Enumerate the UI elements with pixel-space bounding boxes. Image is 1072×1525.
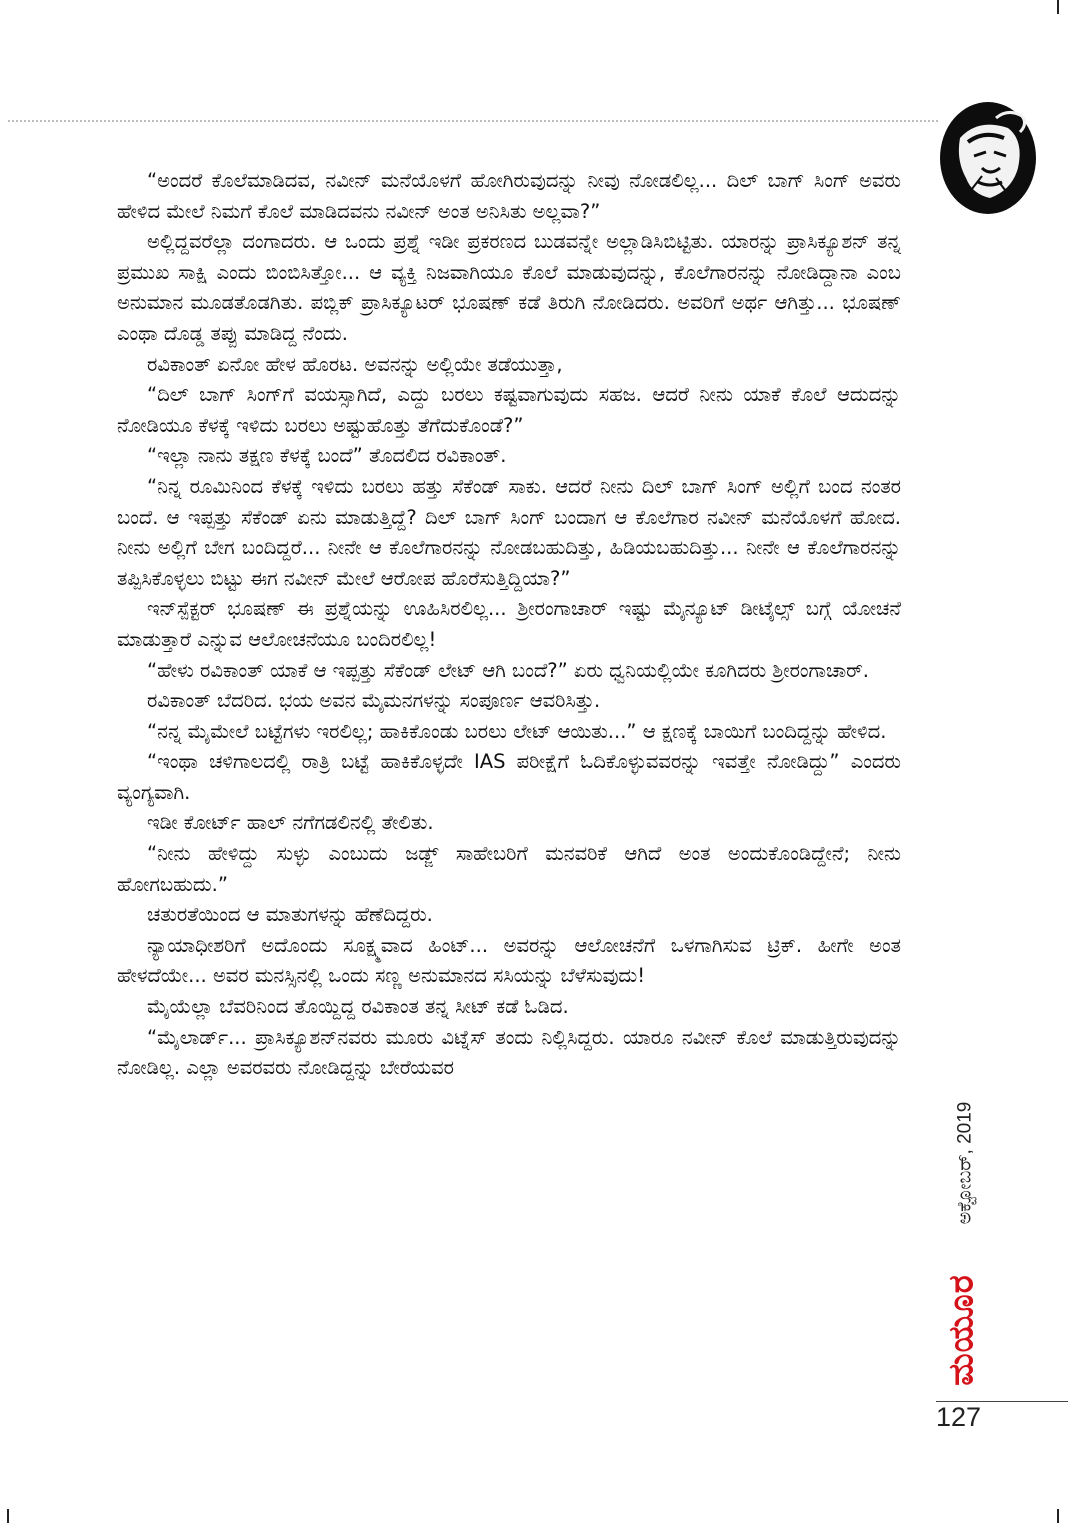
paragraph: “ನೀನು ಹೇಳಿದ್ದು ಸುಳ್ಳು ಎಂಬುದು ಜಡ್ಜ್ ಸಾಹೇಬರಿಗೆ ಮನವರಿಕೆ ಆಗಿದೆ ಅಂತ ಅಂದುಕೊಂಡಿದ್ದೇನೆ; ನೀನು ಹೋಗಬಹುದು.”	[117, 842, 901, 896]
paragraph: ನ್ಯಾಯಾಧೀಶರಿಗೆ ಅದೊಂದು ಸೂಕ್ಷ್ಮವಾದ ಹಿಂಟ್... ಅವರನ್ನು ಆಲೋಚನೆಗೆ ಒಳಗಾಗಿಸುವ ಟ್ರಿಕ್. ಹೀಗೇ ಅಂತ ಹೇಳದೆಯೇ... ಅವರ ಮನಸ್ಸಿನಲ್ಲಿ ಒಂದು ಸಣ್ಣ ಅನುಮಾನದ ಸಸಿಯನ್ನು ಬೆಳೆಸುವುದು!	[117, 933, 901, 988]
paragraph: “ದಿಲ್ ಬಾಗ್ ಸಿಂಗ್‌ಗೆ ವಯಸ್ಸಾಗಿದೆ, ಎದ್ದು ಬರಲು ಕಷ್ಟವಾಗುವುದು ಸಹಜ. ಆದರೆ ನೀನು ಯಾಕೆ ಕೊಲೆ ಆದುದನ್ನು ನೋಡಿಯೂ ಕೆಳಕ್ಕೆ ಇಳಿದು ಬರಲು ಅಷ್ಟುಹೊತ್ತು ತೆಗೆದುಕೊಂಡೆ?”	[117, 383, 901, 437]
paragraph: ಇಡೀ ಕೋರ್ಟ್ ಹಾಲ್ ನಗೆಗಡಲಿನಲ್ಲಿ ತೇಲಿತು.	[147, 811, 434, 835]
paragraph: ಅಲ್ಲಿದ್ದವರೆಲ್ಲಾ ದಂಗಾದರು. ಆ ಒಂದು ಪ್ರಶ್ನೆ ಇಡೀ ಪ್ರಕರಣದ ಬುಡವನ್ನೇ ಅಲ್ಲಾಡಿಸಿಬಿಟ್ಟಿತು. ಯಾರನ್ನು ಪ್ರಾಸಿಕ್ಯೂಶನ್ ತನ್ನ ಪ್ರಮುಖ ಸಾಕ್ಷಿ ಎಂದು ಬಿಂಬಿಸಿತ್ತೋ... ಆ ವ್ಯಕ್ತಿ ನಿಜವಾಗಿಯೂ ಕೊಲೆ ಮಾಡುವುದನ್ನು, ಕೊಲೆಗಾರನನ್ನು ನೋಡಿದ್ದಾನಾ ಎಂಬ ಅನುಮಾನ ಮೂಡತೊಡಗಿತು. ಪಬ್ಲಿಕ್ ಪ್ರಾಸಿಕ್ಯೂಟರ್ ಭೂಷಣ್ ಕಡೆ ತಿರುಗಿ ನೋಡಿದರು. ಅವರಿಗೆ ಅರ್ಥ ಆಗಿತ್ತು... ಭೂಷಣ್ ಎಂಥಾ ದೊಡ್ಡ ತಪ್ಪು ಮಾಡಿದ್ದ ನೆಂದು.	[117, 230, 901, 345]
issue-date: ಅಕ್ಟೋಬರ್, 2019	[954, 1101, 976, 1225]
paragraph: “ಮೈಲಾರ್ಡ್... ಪ್ರಾಸಿಕ್ಯೂಶನ್‌ನವರು ಮೂರು ವಿಟ್ನೆಸ್ ತಂದು ನಿಲ್ಲಿಸಿದ್ದರು. ಯಾರೂ ನವೀನ್ ಕೊಲೆ ಮಾಡುತ್ತಿರುವುದನ್ನು ನೋಡಿಲ್ಲ. ಎಲ್ಲಾ ಅವರವರು ನೋಡಿದ್ದನ್ನು ಬೇರೆಯವರ	[117, 1025, 901, 1080]
magazine-logo: ಮಯೂರ	[942, 1274, 982, 1386]
paragraph: “ನನ್ನ ಮೈಮೇಲೆ ಬಟ್ಟೆಗಳು ಇರಲಿಲ್ಲ; ಹಾಕಿಕೊಂಡು ಬರಲು ಲೇಟ್ ಆಯಿತು...” ಆ ಕ್ಷಣಕ್ಕೆ ಬಾಯಿಗೆ ಬಂದಿದ್ದನ್ನು ಹೇಳಿದ.	[147, 719, 887, 743]
paragraph: “ಇಲ್ಲಾ ನಾನು ತಕ್ಷಣ ಕೆಳಕ್ಕೆ ಬಂದೆ” ತೊದಲಿದ ರವಿಕಾಂತ್.	[147, 444, 507, 468]
paragraph: ಇನ್‌ಸ್ಪೆಕ್ಟರ್ ಭೂಷಣ್ ಈ ಪ್ರಶ್ನೆಯನ್ನು ಊಹಿಸಿರಲಿಲ್ಲ... ಶ್ರೀರಂಗಾಚಾರ್ ಇಷ್ಟು ಮೈನ್ಯೂಟ್ ಡೀಟೈಲ್ಸ್ ಬಗ್ಗೆ ಯೋಚನೆ ಮಾಡುತ್ತಾರೆ ಎನ್ನುವ ಆಲೋಚನೆಯೂ ಬಂದಿರಲಿಲ್ಲ!	[117, 597, 901, 651]
paragraph: “ಅಂದರೆ ಕೊಲೆಮಾಡಿದವ, ನವೀನ್ ಮನೆಯೊಳಗೆ ಹೋಗಿರುವುದನ್ನು ನೀವು ನೋಡಲಿಲ್ಲ... ದಿಲ್ ಬಾಗ್ ಸಿಂಗ್ ಅವರು ಹೇಳಿದ ಮೇಲೆ ನಿಮಗೆ ಕೊಲೆ ಮಾಡಿದವನು ನವೀನ್ ಅಂತ ಅನಿಸಿತು ಅಲ್ಲವಾ?”	[117, 169, 901, 223]
paragraph: “ಹೇಳು ರವಿಕಾಂತ್ ಯಾಕೆ ಆ ಇಪ್ಪತ್ತು ಸೆಕೆಂಡ್ ಲೇಟ್ ಆಗಿ ಬಂದೆ?” ಏರು ಧ್ವನಿಯಲ್ಲಿಯೇ ಕೂಗಿದರು ಶ್ರೀರಂಗಾಚಾರ್.	[147, 658, 869, 682]
crop-mark-top	[1057, 0, 1059, 14]
page-number: 127	[936, 1402, 982, 1432]
paragraph: “ನಿನ್ನ ರೂಮಿನಿಂದ ಕೆಳಕ್ಕೆ ಇಳಿದು ಬರಲು ಹತ್ತು ಸೆಕೆಂಡ್ ಸಾಕು. ಆದರೆ ನೀನು ದಿಲ್ ಬಾಗ್ ಸಿಂಗ್ ಅಲ್ಲಿಗೆ ಬಂದ ನಂತರ ಬಂದೆ. ಆ ಇಪ್ಪತ್ತು ಸೆಕೆಂಡ್ ಏನು ಮಾಡುತ್ತಿದ್ದೆ? ದಿಲ್ ಬಾಗ್ ಸಿಂಗ್ ಬಂದಾಗ ಆ ಕೊಲೆಗಾರ ನವೀನ್ ಮನೆಯೊಳಗೆ ಹೋದ. ನೀನು ಅಲ್ಲಿಗೆ ಬೇಗ ಬಂದಿದ್ದರೆ... ನೀನೇ ಆ ಕೊಲೆಗಾರನನ್ನು ನೋಡಬಹುದಿತ್ತು, ಹಿಡಿಯಬಹುದಿತ್ತು... ನೀನೇ ಆ ಕೊಲೆಗಾರನನ್ನು ತಪ್ಪಿಸಿಕೊಳ್ಳಲು ಬಿಟ್ಟು ಈಗ ನವೀನ್ ಮೇಲೆ ಆರೋಪ ಹೊರೆಸುತ್ತಿದ್ದಿಯಾ?”	[117, 474, 901, 590]
section-emblem-illustration	[938, 98, 1042, 216]
paragraph: ಚತುರತೆಯಿಂದ ಆ ಮಾತುಗಳನ್ನು ಹೆಣೆದಿದ್ದರು.	[147, 903, 433, 927]
crop-mark-bottom-left	[7, 1509, 9, 1523]
dotted-header-rule	[8, 120, 938, 122]
article-body	[117, 166, 901, 1084]
paragraph: “ಇಂಥಾ ಚಳಿಗಾಲದಲ್ಲಿ ರಾತ್ರಿ ಬಟ್ಟೆ ಹಾಕಿಕೊಳ್ಳದೇ IAS ಪರೀಕ್ಷೆಗೆ ಓದಿಕೊಳ್ಳುವವರನ್ನು ಇವತ್ತೇ ನೋಡಿದ್ದು” ಎಂದರು ವ್ಯಂಗ್ಯವಾಗಿ.	[117, 750, 901, 804]
crop-mark-bottom-right	[1057, 1509, 1059, 1523]
paragraph: ರವಿಕಾಂತ್ ಬೆದರಿದ. ಭಯ ಅವನ ಮೈಮನಗಳನ್ನು ಸಂಪೂರ್ಣ ಆವರಿಸಿತ್ತು.	[147, 689, 601, 713]
paragraph: ರವಿಕಾಂತ್ ಏನೋ ಹೇಳ ಹೊರಟ. ಅವನನ್ನು ಅಲ್ಲಿಯೇ ತಡೆಯುತ್ತಾ,	[147, 352, 563, 376]
paragraph: ಮೈಯೆಲ್ಲಾ ಬೆವರಿನಿಂದ ತೊಯ್ದಿದ್ದ ರವಿಕಾಂತ ತನ್ನ ಸೀಟ್ ಕಡೆ ಓಡಿದ.	[147, 995, 569, 1019]
